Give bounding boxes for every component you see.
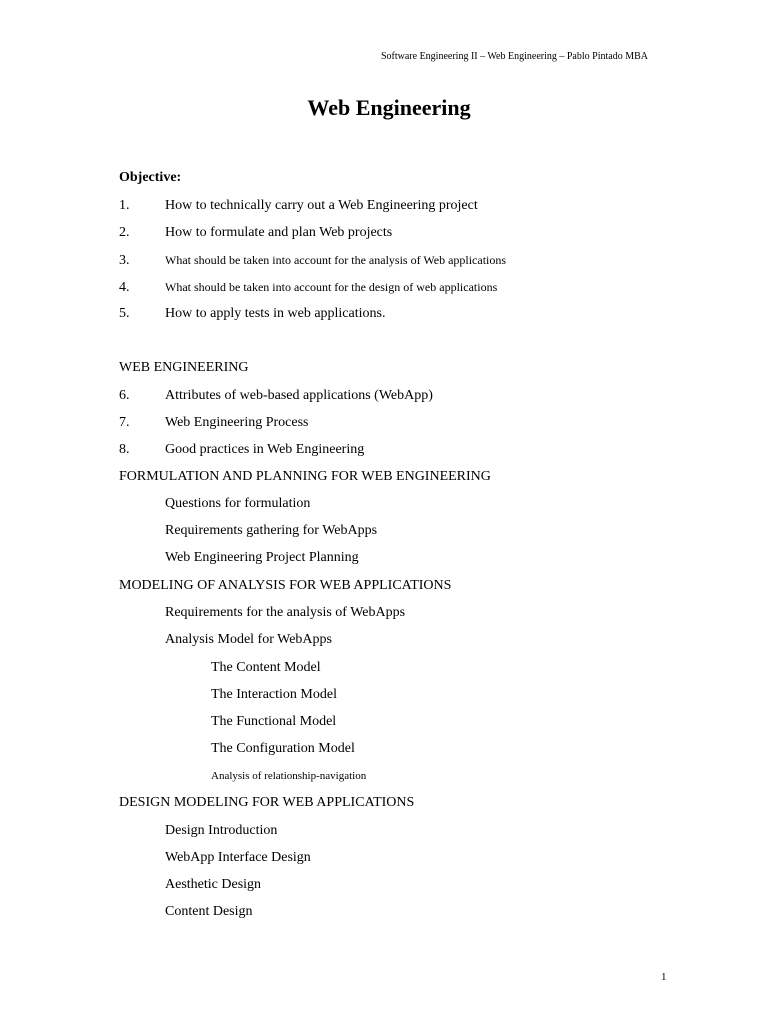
item-number: 8. [119,442,130,457]
design-item: Design Introduction [165,823,278,838]
web-engineering-item [119,414,309,432]
item-text: How to technically carry out a Web Engineering project [165,198,478,213]
item-number: 3. [119,253,130,268]
web-engineering-item [119,441,364,459]
objective-item [119,197,478,215]
objective-item [119,251,506,270]
design-item: Content Design [165,904,253,919]
item-text: Attributes of web-based applications (WebApp) [165,388,433,403]
item-number: 6. [119,388,130,403]
page-number: 1 [661,971,667,983]
section-heading-design: DESIGN MODELING FOR WEB APPLICATIONS [119,795,415,810]
web-engineering-item [119,387,433,405]
item-number: 5. [119,306,130,321]
design-item: WebApp Interface Design [165,850,311,865]
item-text: What should be taken into account for the design of web applications [165,280,498,294]
item-text: Web Engineering Process [165,415,309,430]
objective-item [119,224,392,242]
analysis-subitem: The Functional Model [211,714,337,729]
analysis-subitem: Analysis of relationship-navigation [211,770,367,782]
item-number: 1. [119,198,130,213]
objective-item [119,305,385,323]
item-number: 2. [119,225,130,240]
formulation-item: Requirements gathering for WebApps [165,523,378,538]
objective-label: Objective: [119,170,182,185]
item-text: How to formulate and plan Web projects [165,225,393,240]
item-text: How to apply tests in web applications. [165,306,386,321]
section-heading-analysis: MODELING OF ANALYSIS FOR WEB APPLICATIONS [119,578,452,593]
item-text: Good practices in Web Engineering [165,442,365,457]
item-text: What should be taken into account for the analysis of Web applications [165,253,507,267]
item-number: 7. [119,415,130,430]
design-item: Aesthetic Design [165,877,262,892]
document-title: Web Engineering [307,95,471,120]
objective-item [119,278,497,297]
analysis-item: Requirements for the analysis of WebApps [165,605,406,620]
analysis-subitem: The Interaction Model [211,687,337,702]
analysis-item: Analysis Model for WebApps [165,632,332,647]
formulation-item: Web Engineering Project Planning [165,550,359,565]
section-heading-formulation: FORMULATION AND PLANNING FOR WEB ENGINEERING [119,469,491,484]
running-header: Software Engineering II – Web Engineering – Pablo Pintado MBA [380,51,648,62]
formulation-item: Questions for formulation [165,496,311,511]
item-number: 4. [119,280,130,295]
analysis-subitem: The Configuration Model [211,741,355,756]
analysis-subitem: The Content Model [211,660,321,675]
section-heading-web-engineering: WEB ENGINEERING [119,360,249,375]
